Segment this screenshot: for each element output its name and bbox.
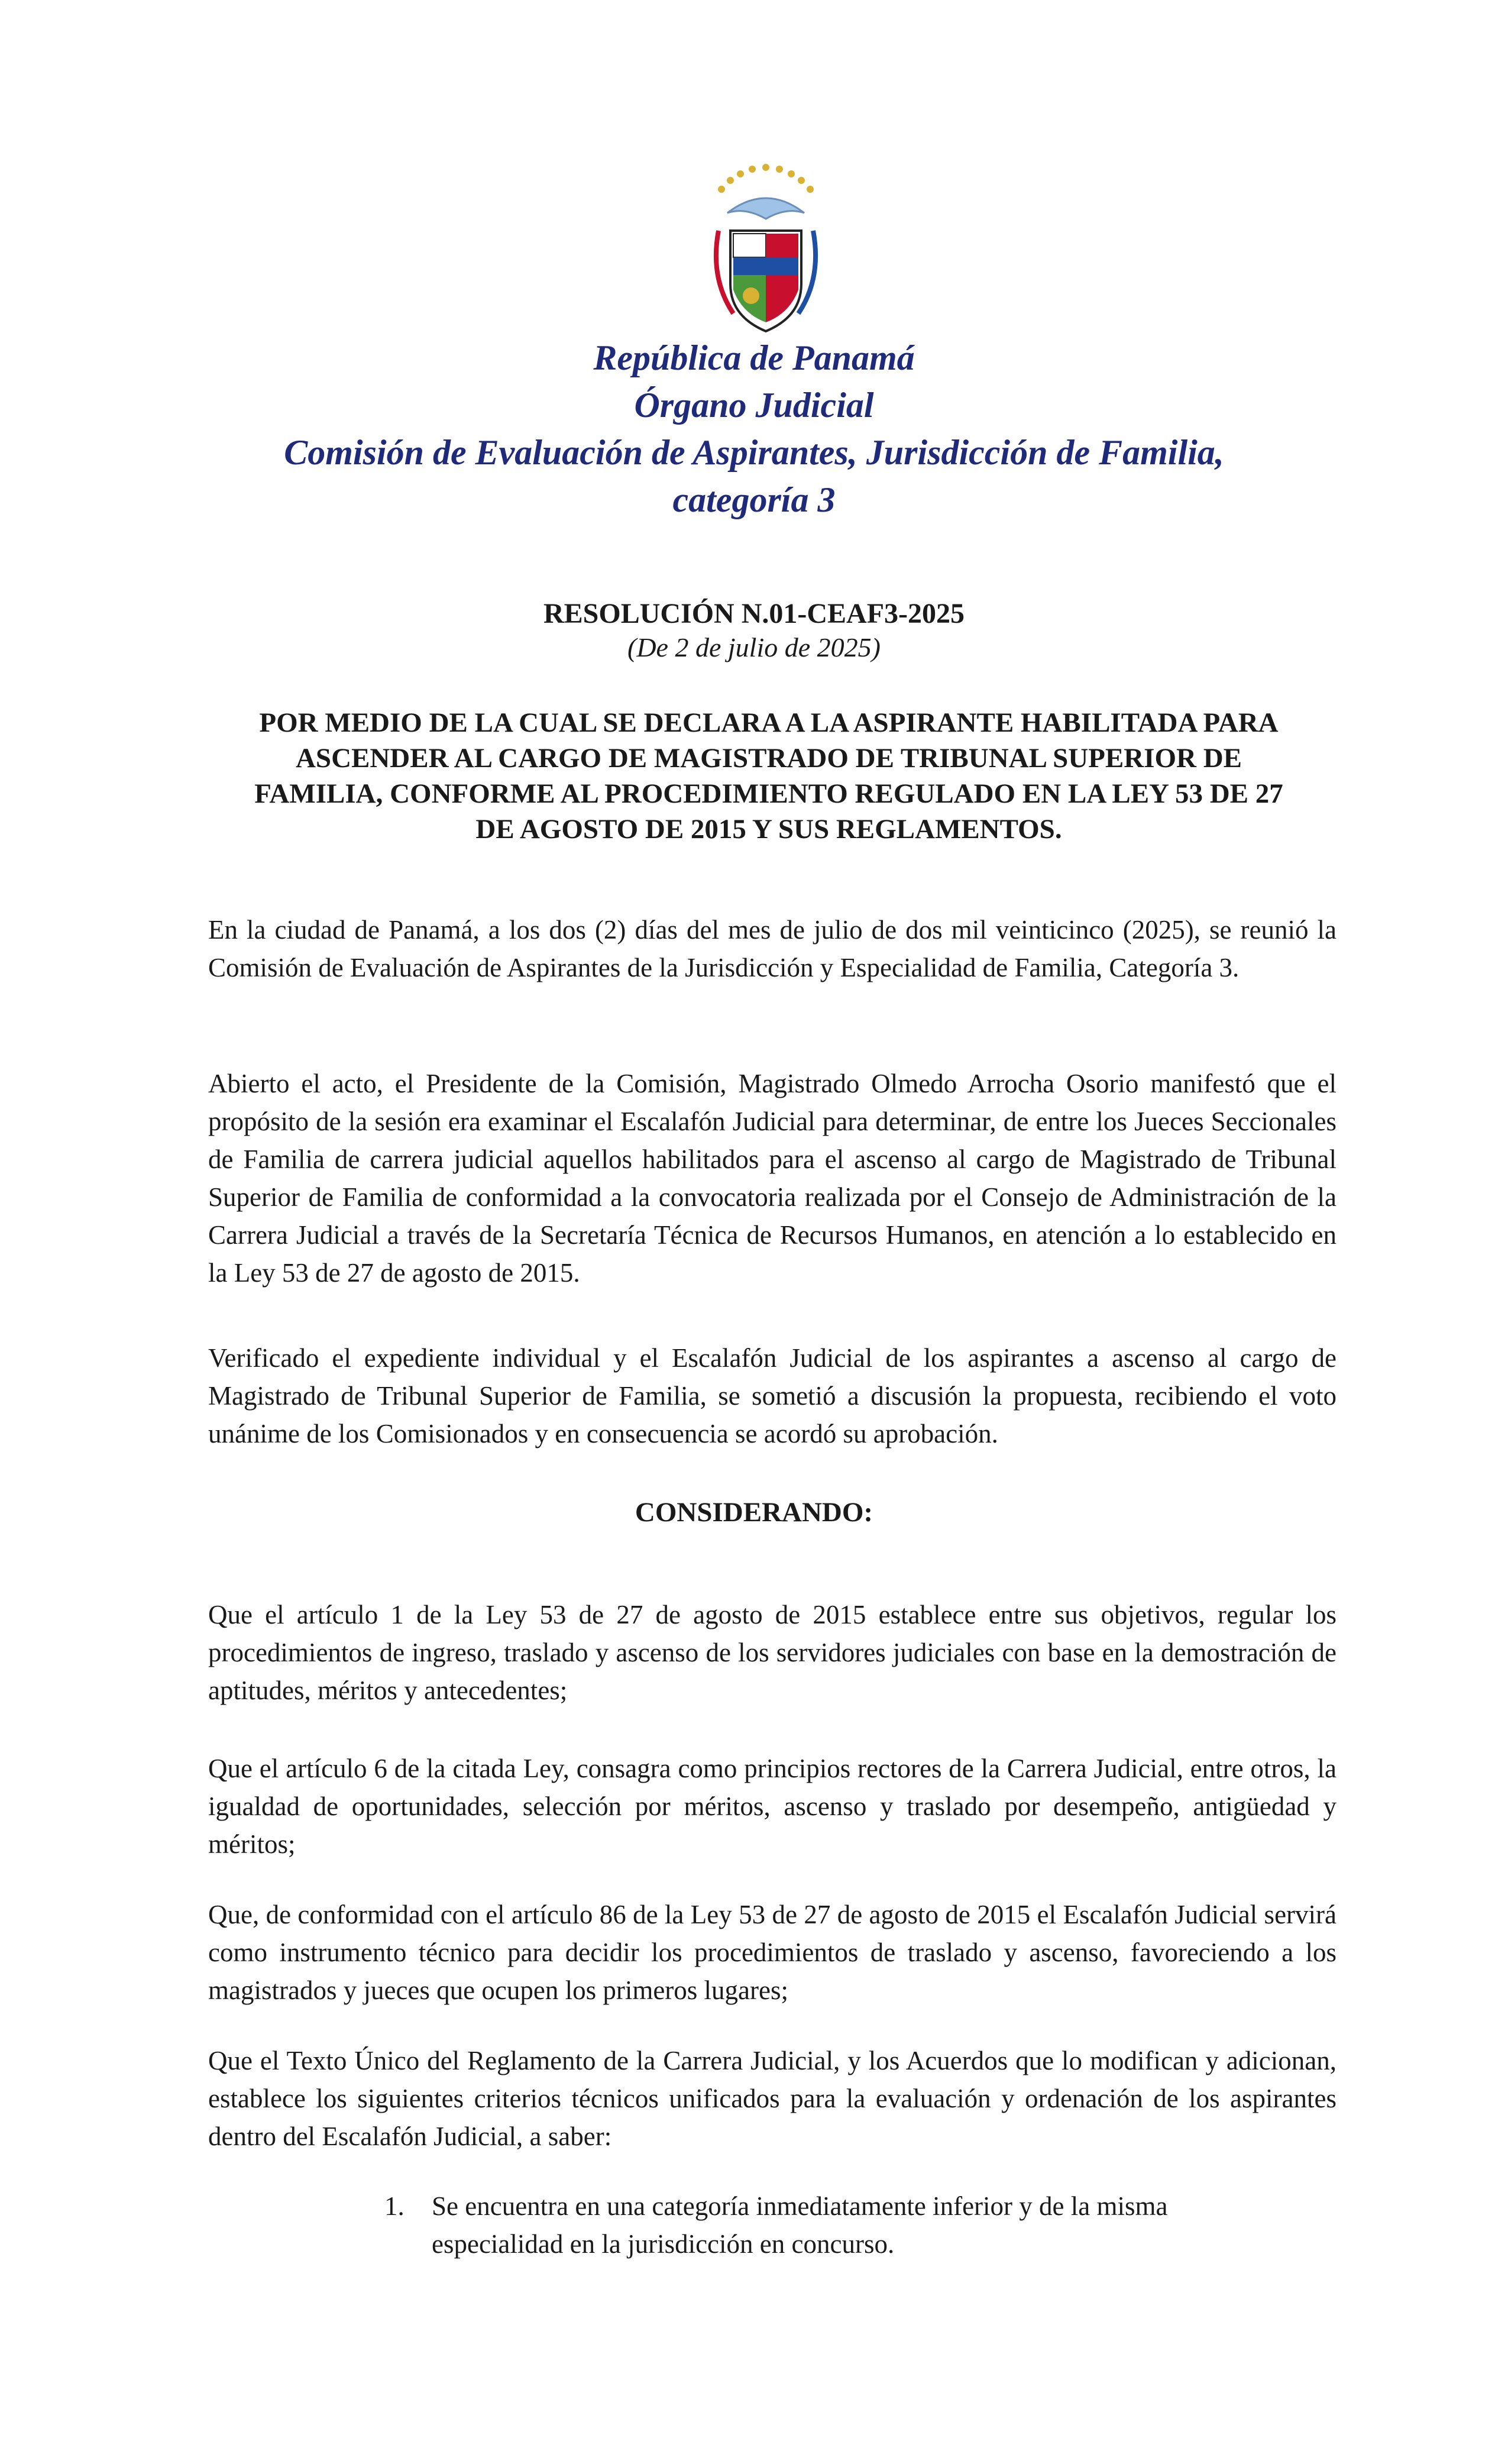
header-country: República de Panamá: [593, 338, 915, 377]
caption-line: ASCENDER AL CARGO DE MAGISTRADO DE TRIBUNAL SUPERIOR DE: [295, 743, 1242, 774]
coat-of-arms-icon: [686, 148, 846, 343]
paragraph-opening: En la ciudad de Panamá, a los dos (2) días del mes de julio de dos mil veinticinco (2025), se reunió la Comisión de Evaluación de Aspirantes de la Jurisdicción y Especialidad de Familia, Categoría 3.: [208, 915, 1337, 982]
considerando-heading: CONSIDERANDO:: [635, 1497, 873, 1528]
crest-eagle-wings: [727, 198, 804, 219]
caption-line: FAMILIA, CONFORME AL PROCEDIMIENTO REGULADO EN LA LEY 53 DE 27: [254, 778, 1283, 809]
resolution-caption: [207, 705, 1331, 847]
header-category: categoría 3: [672, 480, 836, 519]
caption-line: POR MEDIO DE LA CUAL SE DECLARA A LA ASPIRANTE HABILITADA PARA: [259, 707, 1279, 738]
list-item-text: Se encuentra en una categoría inmediatamente inferior y de la misma especialidad en la jurisdicción en concurso.: [432, 2191, 1168, 2259]
resolution-title: RESOLUCIÓN N.01-CEAF3-2025: [543, 598, 965, 629]
resolution-date: (De 2 de julio de 2025): [627, 632, 881, 662]
header-commission: Comisión de Evaluación de Aspirantes, Jurisdicción de Familia,: [284, 433, 1224, 472]
paragraph-session: Abierto el acto, el Presidente de la Comisión, Magistrado Olmedo Arrocha Osorio manifestó que el propósito de la sesión era examinar el Escalafón Judicial para determinar, de entre los Jueces Seccionales de Familia de carrera judicial aquellos habilitados para el ascenso al cargo de Magistrado de Tribunal Superior de Familia de conformidad a la convocatoria realizada por el Consejo de Administración de la Carrera Judicial a través de la Secretaría Técnica de Recursos Humanos, en atención a lo establecido en la Ley 53 de 27 de agosto de 2015.: [208, 1069, 1337, 1288]
paragraph-verification: Verificado el expediente individual y el Escalafón Judicial de los aspirantes a ascenso al cargo de Magistrado de Tribunal Superior de Familia, se sometió a discusión la propuesta, recibiendo el voto unánime de los Comisionados y en consecuencia se acordó su aprobación.: [208, 1343, 1337, 1448]
considerando-clause: Que el artículo 1 de la Ley 53 de 27 de agosto de 2015 establece entre sus objetivos, regular los procedimientos de ingreso, traslado y ascenso de los servidores judiciales con base en la demostración de aptitudes, méritos y antecedentes;: [208, 1600, 1337, 1705]
header-organ: Órgano Judicial: [634, 386, 874, 425]
list-item-number: 1.: [384, 2191, 404, 2221]
considerando-clause: Que el artículo 6 de la citada Ley, consagra como principios rectores de la Carrera Judicial, entre otros, la igualdad de oportunidades, selección por méritos, ascenso y traslado por desempeño, antigüedad y méritos;: [208, 1754, 1337, 1859]
considerando-clause: Que el Texto Único del Reglamento de la Carrera Judicial, y los Acuerdos que lo modifican y adicionan, establece los siguientes criterios técnicos unificados para la evaluación y ordenación de los aspirantes dentro del Escalafón Judicial, a saber:: [208, 2046, 1337, 2151]
document-header: [0, 334, 1508, 523]
crest-stars: [718, 164, 814, 193]
caption-line: DE AGOSTO DE 2015 Y SUS REGLAMENTOS.: [475, 814, 1062, 845]
considerando-clause: Que, de conformidad con el artículo 86 de la Ley 53 de 27 de agosto de 2015 el Escalafón Judicial servirá como instrumento técnico para decidir los procedimientos de traslado y ascenso, favoreciendo a los magistrados y jueces que ocupen los primeros lugares;: [208, 1900, 1337, 2005]
